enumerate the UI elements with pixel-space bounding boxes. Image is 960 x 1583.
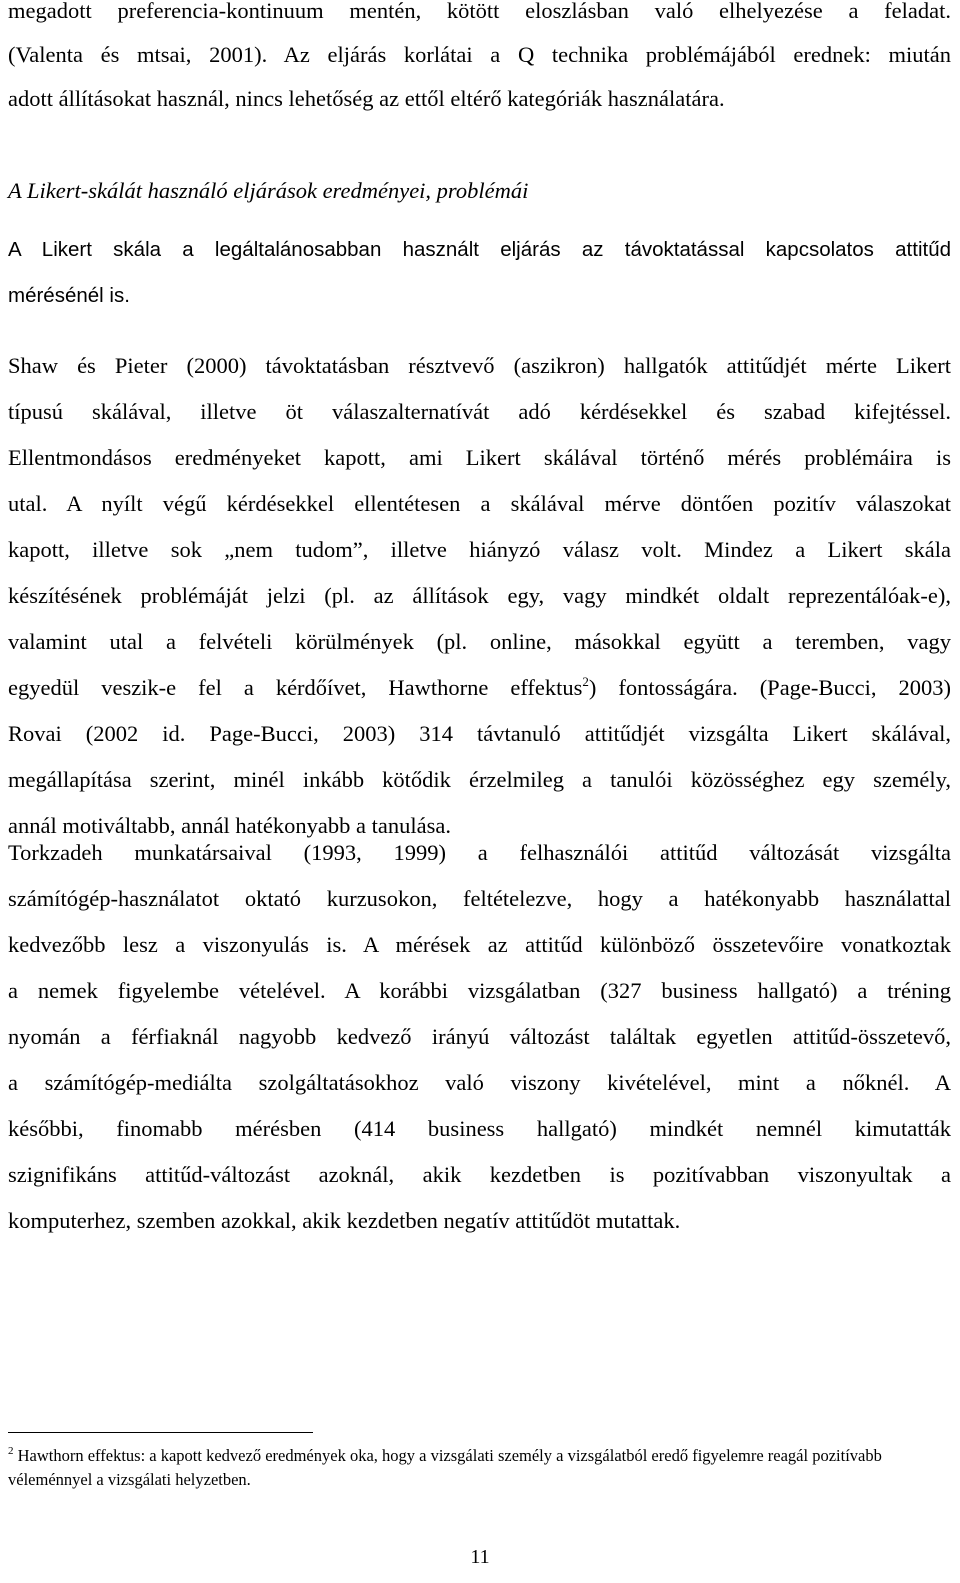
text-line: számítógép-használatot oktató kurzusokon, feltételezve, hogy a hatékonyabb használattal	[8, 886, 951, 911]
text-line: komputerhez, szemben azokkal, akik kezdetben negatív attitűdöt mutattak.	[8, 1208, 681, 1233]
text-line: Ellentmondásos eredményeket kapott, ami Likert skálával történő mérés problémáira is	[8, 445, 951, 470]
text-line: Shaw és Pieter (2000) távoktatásban résztvevő (aszikron) hallgatók attitűdjét mérte Likert	[8, 353, 951, 378]
text-line: kedvezőbb lesz a viszonyulás is. A mérések az attitűd különböző összetevőire vonatkoztak	[8, 932, 951, 957]
footnote-separator	[8, 1432, 313, 1433]
text-line: a számítógép-mediálta szolgáltatásokhoz való viszony kivételével, mint a nőknél. A	[8, 1070, 951, 1095]
text-line: Rovai (2002 id. Page-Bucci, 2003) 314 távtanuló attitűdjét vizsgálta Likert skálával,	[8, 721, 951, 746]
footnote-marker: 2	[8, 1445, 14, 1457]
footnote	[8, 1444, 938, 1492]
text-line: A Likert skála a legáltalánosabban használt eljárás az távoktatással kapcsolatos attitűd	[8, 238, 951, 261]
section-heading: A Likert-skálát használó eljárások eredményei, problémái	[8, 178, 529, 203]
intro-paragraph	[8, 0, 951, 132]
text-line: mérésénél is.	[8, 284, 130, 307]
text-segment: egyedül veszik-e fel a kérdőívet, Hawthorne effektus	[8, 675, 583, 700]
text-line: Torkzadeh munkatársaival (1993, 1999) a felhasználói attitűd változását vizsgálta	[8, 840, 951, 865]
text-line: valamint utal a felvételi körülmények (pl. online, másokkal együtt a teremben, vagy	[8, 629, 951, 654]
shaw-paragraph	[8, 355, 951, 861]
text-line: annál motiváltabb, annál hatékonyabb a tanulása.	[8, 813, 451, 838]
footnote-text: Hawthorn effektus: a kapott kedvező eredmények oka, hogy a vizsgálati személy a vizsgálatból eredő figyelemre reagál pozitívabb véleménnyel a vizsgálati helyzetben.	[8, 1446, 882, 1489]
page-number: 11	[470, 1546, 490, 1568]
text-line: kapott, illetve sok „nem tudom”, illetve hiányzó válasz volt. Mindez a Likert skála	[8, 537, 951, 562]
text-segment: ) fontosságára. (Page-Bucci, 2003)	[588, 675, 951, 700]
text-line-with-footnote	[8, 674, 951, 723]
lead-paragraph	[8, 240, 951, 332]
text-line: megadott preferencia-kontinuum mentén, kötött eloszlásban való elhelyezése a feladat.	[8, 0, 951, 23]
text-line: megállapítása szerint, minél inkább kötődik érzelmileg a tanulói közösséghez egy személy,	[8, 767, 951, 792]
torkzadeh-paragraph	[8, 842, 951, 1256]
footnote-reference[interactable]: 2	[582, 674, 589, 689]
text-line: készítésének problémáját jelzi (pl. az állítások egy, vagy mindkét oldalt reprezentálóak-e),	[8, 583, 951, 608]
text-line: nyomán a férfiaknál nagyobb kedvező irányú változást találtak egyetlen attitűd-összetevő,	[8, 1024, 951, 1049]
text-line: (Valenta és mtsai, 2001). Az eljárás korlátai a Q technika problémájából erednek: miután	[8, 42, 951, 67]
text-line: szignifikáns attitűd-változást azoknál, akik kezdetben is pozitívabban viszonyultak a	[8, 1162, 951, 1187]
text-line: típusú skálával, illetve öt válaszalternatívát adó kérdésekkel és szabad kifejtéssel.	[8, 399, 951, 424]
text-line: a nemek figyelembe vételével. A korábbi vizsgálatban (327 business hallgató) a tréning	[8, 978, 951, 1003]
text-line: későbbi, finomabb mérésben (414 business hallgató) mindkét nemnél kimutatták	[8, 1116, 951, 1141]
text-line: utal. A nyílt végű kérdésekkel ellentétesen a skálával mérve döntően pozitív válaszokat	[8, 491, 951, 516]
text-line: adott állításokat használ, nincs lehetőség az ettől eltérő kategóriák használatára.	[8, 86, 725, 111]
